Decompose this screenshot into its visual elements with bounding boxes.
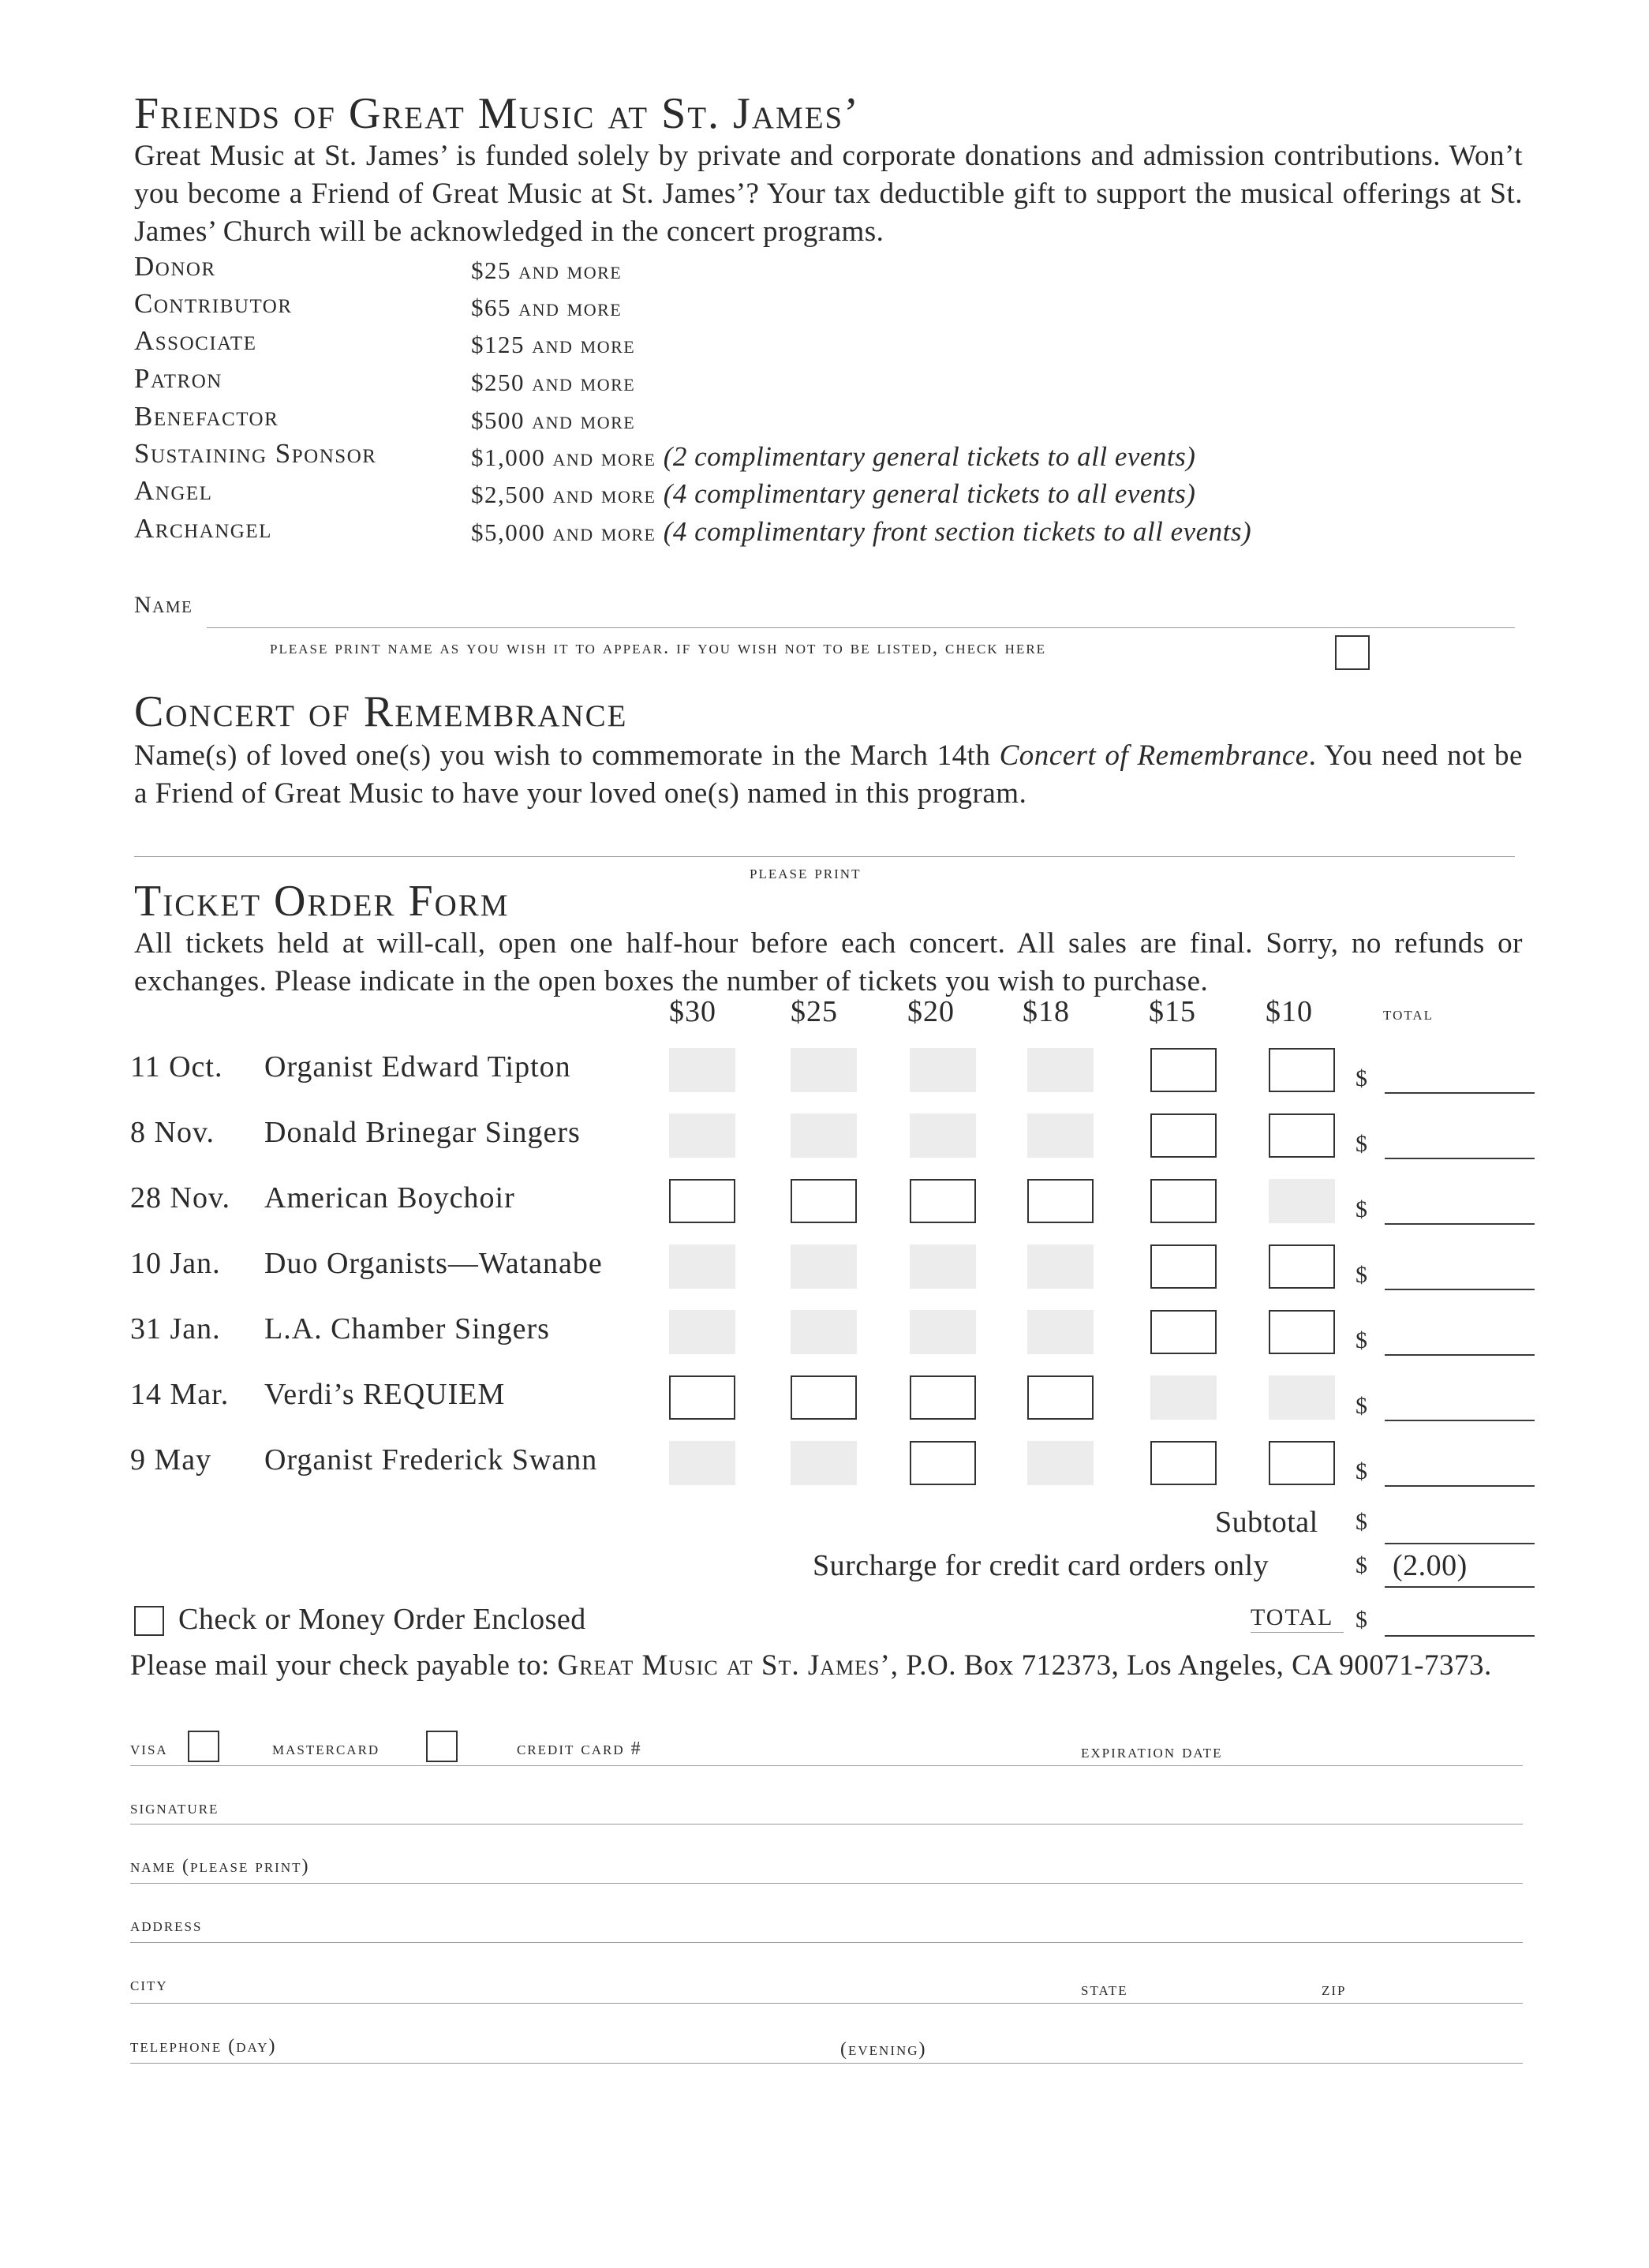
level-amount: $1,000 and more (2 complimentary general tickets to all events) xyxy=(471,441,1196,472)
level-name: Sustaining Sponsor xyxy=(134,438,377,469)
ticket-quantity-box[interactable] xyxy=(1269,1113,1335,1158)
level-amount: $500 and more xyxy=(471,406,636,434)
row-total-currency: $ xyxy=(1355,1065,1367,1091)
level-amount: $2,500 and more (4 complimentary general tickets to all events) xyxy=(471,478,1196,509)
signature-label: signature xyxy=(130,1798,219,1818)
zip-label: zip xyxy=(1322,1979,1347,2000)
ticket-quantity-box[interactable] xyxy=(791,1375,857,1420)
remembrance-name-line[interactable] xyxy=(134,856,1515,857)
level-name: Archangel xyxy=(134,513,272,544)
subtotal-line[interactable] xyxy=(1385,1543,1535,1544)
concert-date: 10 Jan. xyxy=(130,1247,221,1280)
tel-evening-label: (evening) xyxy=(840,2039,927,2060)
ticket-unavailable-cell xyxy=(1269,1179,1335,1223)
row-total-line[interactable] xyxy=(1385,1289,1535,1290)
ticket-quantity-box[interactable] xyxy=(791,1179,857,1223)
state-label: state xyxy=(1081,1979,1128,2000)
visa-label: visa xyxy=(130,1738,168,1759)
ticket-unavailable-cell xyxy=(791,1048,857,1092)
grand-total-currency: $ xyxy=(1355,1607,1367,1633)
level-name: Donor xyxy=(134,251,216,282)
ticket-unavailable-cell xyxy=(910,1113,976,1158)
concert-name: Verdi’s REQUIEM xyxy=(264,1378,506,1411)
friend-print-note: please print name as you wish it to appear. if you wish not to be listed, check here xyxy=(270,638,1047,658)
price-20: $20 xyxy=(907,995,955,1028)
row-total-line[interactable] xyxy=(1385,1223,1535,1225)
ticket-unavailable-cell xyxy=(1027,1113,1094,1158)
card-line[interactable] xyxy=(130,1765,1523,1766)
ticket-unavailable-cell xyxy=(910,1048,976,1092)
level-amount: $25 and more xyxy=(471,256,623,284)
mail-instructions: Please mail your check payable to: Great Music at St. James’, P.O. Box 712373, Los Angeles, CA 90071-7373. xyxy=(130,1649,1492,1682)
ticket-unavailable-cell xyxy=(669,1441,735,1485)
ticket-unavailable-cell xyxy=(791,1244,857,1289)
ticket-unavailable-cell xyxy=(1027,1048,1094,1092)
visa-checkbox[interactable] xyxy=(188,1731,219,1762)
address-label: address xyxy=(130,1915,203,1936)
level-amount: $65 and more xyxy=(471,294,623,321)
row-total-currency: $ xyxy=(1355,1262,1367,1288)
ticket-unavailable-cell xyxy=(910,1310,976,1354)
ticket-unavailable-cell xyxy=(1150,1375,1217,1420)
ticket-unavailable-cell xyxy=(1027,1441,1094,1485)
concert-name: Organist Frederick Swann xyxy=(264,1443,598,1476)
card-number-label: credit card # xyxy=(517,1738,642,1759)
remembrance-text: Name(s) of loved one(s) you wish to commemorate in the March 14th Concert of Remembrance. You need not be a Friend of Great Music to have your loved one(s) named in this program. xyxy=(134,739,1523,810)
ticket-unavailable-cell xyxy=(1269,1375,1335,1420)
friend-name-line[interactable] xyxy=(207,627,1515,628)
check-enclosed-label: Check or Money Order Enclosed xyxy=(178,1603,586,1636)
level-amount: $250 and more xyxy=(471,369,636,396)
row-total-line[interactable] xyxy=(1385,1420,1535,1421)
ticket-quantity-box[interactable] xyxy=(1027,1179,1094,1223)
concert-name: L.A. Chamber Singers xyxy=(264,1312,550,1345)
print-name-label: name (please print) xyxy=(130,1856,310,1877)
remembrance-print-label: please print xyxy=(750,863,862,883)
ticket-quantity-box[interactable] xyxy=(1150,1179,1217,1223)
ticket-quantity-box[interactable] xyxy=(1150,1310,1217,1354)
ticket-unavailable-cell xyxy=(669,1048,735,1092)
friends-intro: Great Music at St. James’ is funded solely by private and corporate donations and admission contributions. Won’t you become a Friend of Great Music at St. James’? Your tax deductible gift to support the musical offerings at St. James’ Church will be acknowledged in the concert programs. xyxy=(134,140,1523,248)
concert-date: 31 Jan. xyxy=(130,1312,221,1345)
level-name: Associate xyxy=(134,325,257,356)
friend-name-label: Name xyxy=(134,592,193,618)
price-15: $15 xyxy=(1149,995,1196,1028)
concert-date: 28 Nov. xyxy=(130,1181,230,1214)
ticket-quantity-box[interactable] xyxy=(1269,1310,1335,1354)
ticket-quantity-box[interactable] xyxy=(910,1441,976,1485)
grand-total-underline xyxy=(1251,1632,1344,1633)
ticket-unavailable-cell xyxy=(791,1441,857,1485)
concert-name: Donald Brinegar Singers xyxy=(264,1116,581,1149)
signature-line[interactable] xyxy=(130,1824,1523,1825)
total-header: total xyxy=(1383,1004,1434,1024)
row-total-line[interactable] xyxy=(1385,1354,1535,1356)
surcharge-line xyxy=(1385,1586,1535,1588)
level-amount: $5,000 and more (4 complimentary front section tickets to all events) xyxy=(471,516,1252,547)
ticket-unavailable-cell xyxy=(910,1244,976,1289)
price-18: $18 xyxy=(1023,995,1070,1028)
grand-total-line[interactable] xyxy=(1385,1635,1535,1637)
telephone-line[interactable] xyxy=(130,2063,1523,2064)
row-total-currency: $ xyxy=(1355,1131,1367,1157)
ticket-unavailable-cell xyxy=(669,1244,735,1289)
price-30: $30 xyxy=(669,995,716,1028)
print-name-line[interactable] xyxy=(130,1883,1523,1884)
surcharge-label: Surcharge for credit card orders only xyxy=(813,1549,1269,1582)
row-total-line[interactable] xyxy=(1385,1485,1535,1487)
ticket-quantity-box[interactable] xyxy=(1150,1113,1217,1158)
remembrance-title: Concert of Remembrance xyxy=(134,687,628,736)
ticket-quantity-box[interactable] xyxy=(1269,1048,1335,1092)
address-line[interactable] xyxy=(130,1942,1523,1943)
row-total-currency: $ xyxy=(1355,1393,1367,1419)
row-total-line[interactable] xyxy=(1385,1092,1535,1094)
ticket-unavailable-cell xyxy=(669,1113,735,1158)
ticket-quantity-box[interactable] xyxy=(910,1375,976,1420)
ticket-quantity-box[interactable] xyxy=(1269,1441,1335,1485)
ticket-unavailable-cell xyxy=(791,1310,857,1354)
mastercard-label: mastercard xyxy=(272,1738,380,1759)
subtotal-label: Subtotal xyxy=(1215,1506,1318,1539)
concert-date: 8 Nov. xyxy=(130,1116,215,1149)
ticket-quantity-box[interactable] xyxy=(1150,1441,1217,1485)
not-listed-checkbox[interactable] xyxy=(1335,635,1370,670)
level-amount: $125 and more xyxy=(471,331,636,358)
level-name: Angel xyxy=(134,475,213,506)
ticket-unavailable-cell xyxy=(1027,1310,1094,1354)
ticket-quantity-box[interactable] xyxy=(1150,1244,1217,1289)
tickets-intro: All tickets held at will-call, open one half-hour before each concert. All sales are final. Sorry, no refunds or exchanges. Please indicate in the open boxes the number of tickets you wish to purchase. xyxy=(134,927,1523,997)
expiration-label: expiration date xyxy=(1081,1742,1223,1762)
concert-name: Organist Edward Tipton xyxy=(264,1050,571,1083)
price-10: $10 xyxy=(1266,995,1313,1028)
concert-date: 11 Oct. xyxy=(130,1050,223,1083)
concert-date: 9 May xyxy=(130,1443,212,1476)
city-line[interactable] xyxy=(130,2003,1523,2004)
concert-name: American Boychoir xyxy=(264,1181,515,1214)
check-enclosed-checkbox[interactable] xyxy=(134,1606,164,1636)
row-total-currency: $ xyxy=(1355,1196,1367,1222)
level-name: Patron xyxy=(134,363,222,394)
concert-name: Duo Organists—Watanabe xyxy=(264,1247,603,1280)
ticket-quantity-box[interactable] xyxy=(669,1179,735,1223)
ticket-quantity-box[interactable] xyxy=(669,1375,735,1420)
ticket-quantity-box[interactable] xyxy=(1027,1375,1094,1420)
row-total-line[interactable] xyxy=(1385,1158,1535,1159)
city-label: city xyxy=(130,1974,168,1995)
concert-date: 14 Mar. xyxy=(130,1378,230,1411)
mastercard-checkbox[interactable] xyxy=(426,1731,458,1762)
friends-title: Friends of Great Music at St. James’ xyxy=(134,89,860,138)
ticket-quantity-box[interactable] xyxy=(910,1179,976,1223)
ticket-unavailable-cell xyxy=(669,1310,735,1354)
level-name: Contributor xyxy=(134,288,293,319)
ticket-quantity-box[interactable] xyxy=(1150,1048,1217,1092)
row-total-currency: $ xyxy=(1355,1458,1367,1484)
row-total-currency: $ xyxy=(1355,1327,1367,1353)
grand-total-label: TOTAL xyxy=(1251,1604,1334,1630)
level-name: Benefactor xyxy=(134,401,279,432)
surcharge-value: (2.00) xyxy=(1393,1549,1468,1582)
tickets-title: Ticket Order Form xyxy=(134,877,510,926)
ticket-unavailable-cell xyxy=(1027,1244,1094,1289)
surcharge-currency: $ xyxy=(1355,1552,1367,1578)
subtotal-currency: $ xyxy=(1355,1509,1367,1535)
price-25: $25 xyxy=(791,995,838,1028)
tel-day-label: telephone (day) xyxy=(130,2036,277,2057)
ticket-quantity-box[interactable] xyxy=(1269,1244,1335,1289)
ticket-unavailable-cell xyxy=(791,1113,857,1158)
